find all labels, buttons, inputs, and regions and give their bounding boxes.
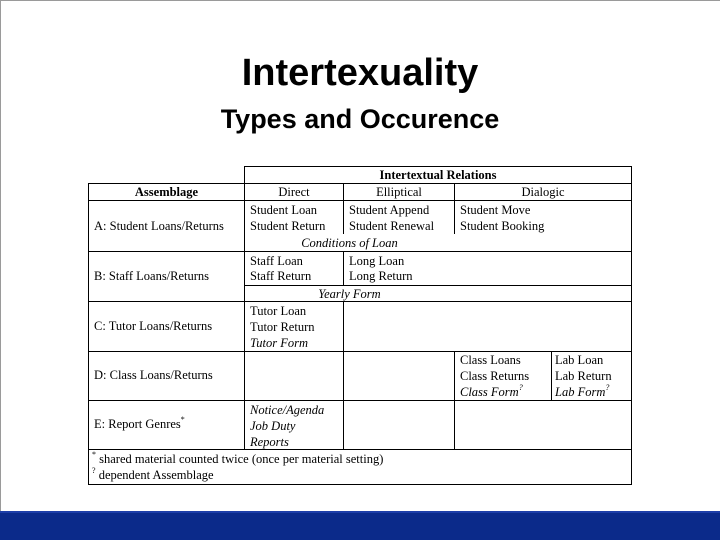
row-e-direct-2: Job Duty (250, 419, 296, 433)
row-d-dialogic-right-2: Lab Return (555, 369, 612, 383)
slide-title: Intertexuality (241, 52, 479, 94)
header-elliptical: Elliptical (376, 185, 422, 199)
footnote-shared: * shared material counted twice (once per material setting) (92, 450, 384, 466)
row-d-dialogic-right-form: Lab Form? (555, 383, 610, 399)
row-d-dialogic-right-1: Lab Loan (555, 353, 604, 367)
row-a-elliptical-1: Student Append (349, 203, 430, 217)
footer-bar (0, 511, 720, 540)
row-c-assemblage: C: Tutor Loans/Returns (94, 319, 213, 333)
dependent-mark: ? (518, 383, 523, 392)
row-b-form: Yearly Form (318, 287, 381, 301)
dependent-mark: ? (605, 383, 610, 392)
row-a-elliptical-2: Student Renewal (349, 219, 435, 233)
row-e-direct-1: Notice/Agenda (250, 403, 325, 417)
row-a-direct-2: Student Return (250, 219, 326, 233)
row-b-direct-1: Staff Loan (250, 254, 303, 268)
row-b-assemblage: B: Staff Loans/Returns (94, 269, 210, 283)
row-a-form: Conditions of Loan (301, 236, 398, 250)
row-b-elliptical-1: Long Loan (349, 254, 405, 268)
header-assemblage: Assemblage (134, 185, 199, 199)
row-e-assemblage: E: Report Genres* (94, 415, 185, 431)
row-c-direct-form: Tutor Form (250, 336, 309, 350)
table-border (88, 183, 89, 485)
table-border (343, 301, 344, 450)
row-a-direct-1: Student Loan (250, 203, 318, 217)
footnote-dependent: ? dependent Assemblage (92, 466, 214, 482)
header-dialogic: Dialogic (521, 185, 565, 199)
table-border (88, 449, 632, 450)
table-border (88, 484, 632, 485)
row-d-dialogic-left-2: Class Returns (460, 369, 530, 383)
row-c-direct-1: Tutor Loan (250, 304, 307, 318)
table-border (88, 251, 632, 252)
table-border (454, 351, 455, 450)
table-border (551, 351, 552, 401)
table-border (631, 166, 632, 485)
row-b-direct-2: Staff Return (250, 269, 312, 283)
table-border (343, 251, 344, 285)
row-a-assemblage: A: Student Loans/Returns (94, 219, 224, 233)
table-border (88, 200, 632, 201)
footer-highlight (0, 511, 720, 513)
header-direct: Direct (278, 185, 310, 199)
row-e-direct-3: Reports (250, 435, 289, 449)
row-c-direct-2: Tutor Return (250, 320, 315, 334)
shared-mark: * (180, 415, 185, 424)
row-d-assemblage: D: Class Loans/Returns (94, 368, 213, 382)
row-d-dialogic-left-1: Class Loans (460, 353, 521, 367)
row-a-dialogic-2: Student Booking (460, 219, 545, 233)
row-a-dialogic-1: Student Move (460, 203, 531, 217)
intertextual-relations-table (88, 166, 632, 485)
row-d-dialogic-left-form: Class Form? (460, 383, 523, 399)
row-b-elliptical-2: Long Return (349, 269, 413, 283)
slide-subtitle: Types and Occurence (220, 104, 500, 134)
group-header: Intertextual Relations (379, 168, 497, 182)
table-border (244, 166, 245, 450)
